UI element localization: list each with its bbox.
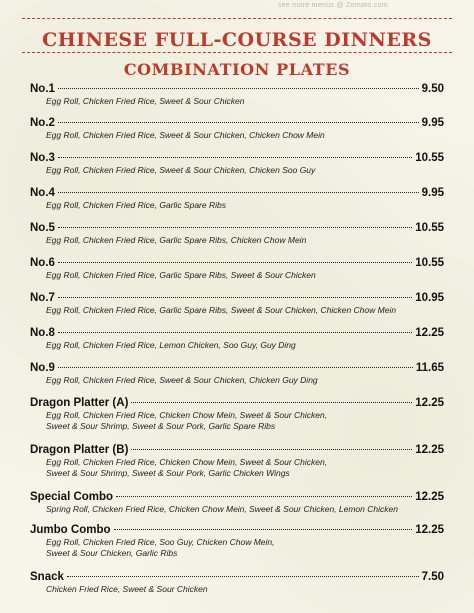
item-price: 10.55 xyxy=(415,257,444,269)
menu-item xyxy=(30,82,444,107)
item-name: No.1 xyxy=(30,83,55,95)
dot-leader xyxy=(58,157,412,158)
item-description: Egg Roll, Chicken Fried Rice, Sweet & Sour Chicken, Chicken Soo Guy xyxy=(46,165,316,175)
dot-leader xyxy=(67,576,419,577)
item-name: No.7 xyxy=(30,292,55,304)
item-description: Egg Roll, Chicken Fried Rice, Sweet & Sour Chicken xyxy=(46,96,245,106)
item-name: No.6 xyxy=(30,257,55,269)
item-price: 10.55 xyxy=(415,152,444,164)
dot-leader xyxy=(58,332,412,333)
item-price: 9.95 xyxy=(421,117,444,129)
dot-leader xyxy=(58,262,412,263)
menu-item xyxy=(30,256,444,281)
item-price: 12.25 xyxy=(415,524,444,536)
item-description: Egg Roll, Chicken Fried Rice, Garlic Spare Ribs xyxy=(46,200,226,210)
item-name: Dragon Platter (B) xyxy=(30,444,129,456)
item-description: Egg Roll, Chicken Fried Rice, Sweet & Sour Chicken, Chicken Guy Ding xyxy=(46,375,318,385)
item-description: Egg Roll, Chicken Fried Rice, Garlic Spare Ribs, Sweet & Sour Chicken, Chicken Chow Mein xyxy=(46,305,397,315)
item-price: 12.25 xyxy=(415,397,444,409)
item-name: Special Combo xyxy=(30,491,114,503)
item-price: 11.65 xyxy=(415,362,444,374)
item-description: Egg Roll, Chicken Fried Rice, Garlic Spare Ribs, Chicken Chow Mein xyxy=(46,235,307,245)
dot-leader xyxy=(58,122,419,123)
item-description: Egg Roll, Chicken Fried Rice, Lemon Chicken, Soo Guy, Guy Ding xyxy=(46,340,296,350)
dot-leader xyxy=(58,192,419,193)
dot-leader xyxy=(114,529,413,530)
dot-leader xyxy=(116,496,412,497)
dot-leader xyxy=(58,88,419,89)
dot-leader xyxy=(58,297,412,298)
item-description: Egg Roll, Chicken Fried Rice, Soo Guy, Chicken Chow Mein, Sweet & Sour Chicken, Garlic Ribs xyxy=(46,537,275,558)
menu-item xyxy=(30,186,444,211)
item-price: 12.25 xyxy=(415,327,444,339)
item-price: 12.25 xyxy=(415,491,444,503)
item-name: No.2 xyxy=(30,117,55,129)
item-name: Jumbo Combo xyxy=(30,524,111,536)
menu-item xyxy=(30,291,444,316)
item-price: 7.50 xyxy=(421,571,444,583)
menu-item xyxy=(30,396,444,432)
item-name: No.9 xyxy=(30,362,55,374)
item-name: No.8 xyxy=(30,327,55,339)
item-name: Dragon Platter (A) xyxy=(30,397,129,409)
item-description: Chicken Fried Rice, Sweet & Sour Chicken xyxy=(46,584,208,594)
dot-leader xyxy=(131,449,412,450)
menu-item xyxy=(30,523,444,559)
item-description: Spring Roll, Chicken Fried Rice, Chicken Chow Mein, Sweet & Sour Chicken, Lemon Chicken xyxy=(46,504,398,514)
menu-item xyxy=(30,116,444,141)
dot-leader xyxy=(58,227,412,228)
item-name: Snack xyxy=(30,571,64,583)
item-name: No.3 xyxy=(30,152,55,164)
menu-item xyxy=(30,361,444,386)
item-price: 10.95 xyxy=(415,292,444,304)
watermark: see more menus @ Zomato.com xyxy=(277,2,388,9)
menu-title: CHINESE FULL-COURSE DINNERS xyxy=(42,29,432,51)
menu-item xyxy=(30,490,444,515)
menu-item xyxy=(30,326,444,351)
item-description: Egg Roll, Chicken Fried Rice, Sweet & Sour Chicken, Chicken Chow Mein xyxy=(46,130,325,140)
header-top-divider xyxy=(22,18,452,19)
menu-item xyxy=(30,221,444,246)
menu-item xyxy=(30,570,444,595)
dot-leader xyxy=(131,402,412,403)
item-description: Egg Roll, Chicken Fried Rice, Garlic Spare Ribs, Sweet & Sour Chicken xyxy=(46,270,316,280)
item-description: Egg Roll, Chicken Fried Rice, Chicken Chow Mein, Sweet & Sour Chicken, Sweet & Sour Shrimp, Sweet & Sour Pork, Garlic Spare Ribs xyxy=(46,410,328,431)
menu-item xyxy=(30,151,444,176)
item-price: 9.95 xyxy=(421,187,444,199)
item-description: Egg Roll, Chicken Fried Rice, Chicken Chow Mein, Sweet & Sour Chicken, Sweet & Sour Shrimp, Sweet & Sour Pork, Garlic Chicken Wings xyxy=(46,457,328,478)
menu-item xyxy=(30,443,444,479)
item-price: 9.50 xyxy=(421,83,444,95)
section-subtitle: COMBINATION PLATES xyxy=(123,60,351,79)
item-price: 10.55 xyxy=(415,222,444,234)
item-name: No.4 xyxy=(30,187,55,199)
item-price: 12.25 xyxy=(415,444,444,456)
dot-leader xyxy=(58,367,413,368)
item-name: No.5 xyxy=(30,222,55,234)
header-bottom-divider xyxy=(22,52,452,53)
